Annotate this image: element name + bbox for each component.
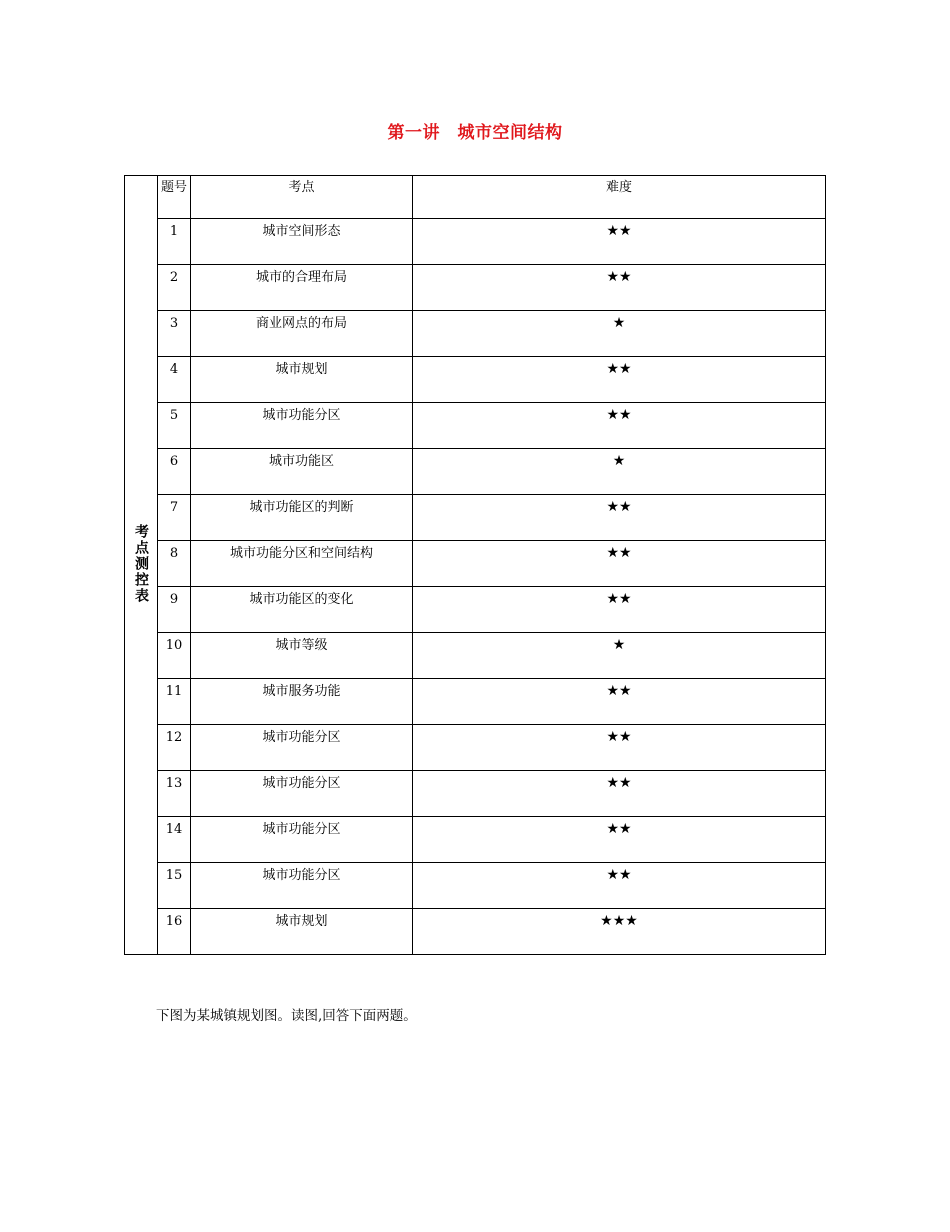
row-topic: 城市等级: [191, 633, 413, 679]
row-difficulty: ★: [413, 449, 826, 495]
row-difficulty: ★★: [413, 771, 826, 817]
row-number: 12: [158, 725, 191, 771]
row-number: 2: [158, 265, 191, 311]
row-topic: 商业网点的布局: [191, 311, 413, 357]
row-topic: 城市功能区的判断: [191, 495, 413, 541]
row-topic: 城市功能分区: [191, 725, 413, 771]
table-row: [125, 771, 826, 817]
row-topic: 城市功能分区: [191, 771, 413, 817]
row-difficulty: ★★: [413, 863, 826, 909]
table-row: [125, 679, 826, 725]
table-row: [125, 403, 826, 449]
row-difficulty: ★★: [413, 265, 826, 311]
row-number: 11: [158, 679, 191, 725]
table-header-row: [125, 176, 826, 219]
side-label-cell: [125, 176, 158, 955]
header-topic: 考点: [191, 176, 413, 219]
row-number: 1: [158, 219, 191, 265]
row-number: 4: [158, 357, 191, 403]
row-topic: 城市规划: [191, 909, 413, 955]
header-number: 题号: [158, 176, 191, 219]
row-difficulty: ★★: [413, 725, 826, 771]
table-row: [125, 817, 826, 863]
row-difficulty: ★★: [413, 587, 826, 633]
row-number: 3: [158, 311, 191, 357]
row-difficulty: ★: [413, 633, 826, 679]
row-topic: 城市空间形态: [191, 219, 413, 265]
table-row: [125, 863, 826, 909]
table-row: [125, 541, 826, 587]
row-topic: 城市的合理布局: [191, 265, 413, 311]
row-difficulty: ★★: [413, 679, 826, 725]
table-row: [125, 725, 826, 771]
table-row: [125, 311, 826, 357]
test-point-table: [124, 175, 826, 955]
row-difficulty: ★★★: [413, 909, 826, 955]
table-row: [125, 357, 826, 403]
side-label: 考点测控表: [133, 523, 149, 604]
row-difficulty: ★★: [413, 357, 826, 403]
row-number: 7: [158, 495, 191, 541]
row-number: 5: [158, 403, 191, 449]
row-number: 14: [158, 817, 191, 863]
row-difficulty: ★★: [413, 219, 826, 265]
row-number: 9: [158, 587, 191, 633]
row-number: 13: [158, 771, 191, 817]
page-title: 第一讲 城市空间结构: [387, 123, 563, 143]
row-topic: 城市服务功能: [191, 679, 413, 725]
table-row: [125, 449, 826, 495]
row-topic: 城市功能分区: [191, 403, 413, 449]
row-difficulty: ★★: [413, 403, 826, 449]
row-number: 15: [158, 863, 191, 909]
row-topic: 城市功能区: [191, 449, 413, 495]
question-intro: 下图为某城镇规划图。读图,回答下面两题。: [156, 1008, 417, 1024]
row-difficulty: ★: [413, 311, 826, 357]
row-topic: 城市规划: [191, 357, 413, 403]
row-number: 10: [158, 633, 191, 679]
row-difficulty: ★★: [413, 817, 826, 863]
table-row: [125, 495, 826, 541]
table-row: [125, 219, 826, 265]
row-topic: 城市功能分区: [191, 863, 413, 909]
row-difficulty: ★★: [413, 495, 826, 541]
row-topic: 城市功能分区: [191, 817, 413, 863]
table-row: [125, 265, 826, 311]
table-row: [125, 587, 826, 633]
row-topic: 城市功能区的变化: [191, 587, 413, 633]
row-difficulty: ★★: [413, 541, 826, 587]
table-row: [125, 909, 826, 955]
header-difficulty: 难度: [413, 176, 826, 219]
row-number: 16: [158, 909, 191, 955]
row-number: 8: [158, 541, 191, 587]
table-row: [125, 633, 826, 679]
row-number: 6: [158, 449, 191, 495]
row-topic: 城市功能分区和空间结构: [191, 541, 413, 587]
